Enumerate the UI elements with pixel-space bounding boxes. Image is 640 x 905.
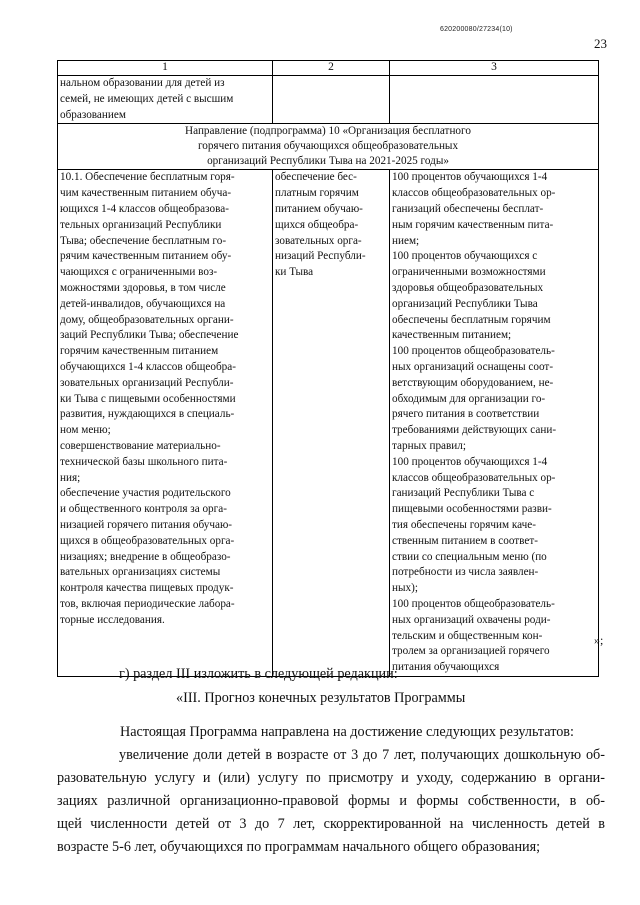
cell-line: можностями здоровья, в том числе <box>60 281 226 294</box>
cell-line: обеспечены бесплатным горячим <box>392 313 551 326</box>
cell-line: потребности из числа заявлен- <box>392 566 539 579</box>
table-row <box>58 170 599 677</box>
column-header: 1 <box>58 61 273 76</box>
cell-line: классов общеобразовательных ор- <box>392 187 556 200</box>
column-header: 2 <box>273 61 390 76</box>
cell-line: нальном образовании для детей из <box>60 77 225 89</box>
cell-line: торные исследования. <box>60 613 165 626</box>
cell-line: организаций Республики Тыва <box>392 297 538 310</box>
paragraph-g: г) раздел III изложить в следующей редакции: <box>119 666 398 682</box>
cell-line: требованиями действующих сани- <box>392 424 557 437</box>
cell-line: Тыва; обеспечение бесплатным го- <box>60 234 227 247</box>
column-header: 3 <box>390 61 599 76</box>
empty-cell <box>273 76 390 124</box>
closing-quote-mark: »; <box>594 633 604 647</box>
cell-line: ния; <box>60 471 81 484</box>
cell-line: ных организаций оснащены соот- <box>392 360 554 373</box>
section-title <box>58 124 599 170</box>
document-code: 620200080/27234(10) <box>440 26 513 33</box>
cell-line: заций Республики Тыва; обеспечение <box>60 329 239 342</box>
cell-line: качественным питанием; <box>392 329 512 342</box>
cell-line: рячим качественным питанием обу- <box>60 250 232 263</box>
cell-line: 100 процентов обучающихся 1-4 <box>392 171 548 184</box>
continuation-row <box>58 76 599 124</box>
cell-line: обеспечение участия родительского <box>60 487 231 500</box>
paragraph-line: зациях различной организационно-правовой формы и формы собственности, в об- <box>57 793 605 809</box>
cell-line: 100 процентов общеобразователь- <box>392 597 555 610</box>
cell-line: ющихся 1-4 классов общеобразова- <box>60 202 229 215</box>
cell-line: тельных организаций Республики <box>60 218 222 231</box>
paragraph-line: разовательную услугу и (или) услугу по присмотру и уходу, содержанию в органи- <box>57 770 605 786</box>
cell-line: тельским и общественным кон- <box>392 629 543 642</box>
goal-cell <box>273 170 390 677</box>
cell-line: детей-инвалидов, обучающихся на <box>60 297 226 310</box>
section-title-row <box>58 124 599 170</box>
intro-paragraph: Настоящая Программа направлена на достижение следующих результатов: <box>120 724 574 740</box>
results-cell <box>390 170 599 677</box>
cell-line: тов, включая периодические лабора- <box>60 597 235 610</box>
cell-line: ном меню; <box>60 424 111 437</box>
cell-line: 100 процентов общеобразователь- <box>392 345 555 358</box>
cell-line: развития, нуждающихся в специаль- <box>60 408 235 421</box>
page-number: 23 <box>594 36 607 51</box>
cell-line: пищевыми особенностями разви- <box>392 503 552 516</box>
cell-line: 100 процентов обучающихся 1-4 <box>392 455 548 468</box>
cell-line: тарных правил; <box>392 439 466 452</box>
measures-cell <box>58 170 273 677</box>
cell-line: ствии со специальным меню (по <box>392 550 547 563</box>
cell-line: 100 процентов обучающихся с <box>392 250 538 263</box>
cell-line: здоровья общеобразовательных <box>392 281 544 294</box>
cell-line: вательных организациях системы <box>60 566 221 579</box>
program-table <box>57 60 599 677</box>
cell-line: щихся в общеобразовательных орга- <box>60 534 235 547</box>
cell-line: ки Тыва с пищевыми особенностями <box>60 392 236 405</box>
section-heading: «III. Прогноз конечных результатов Программы <box>176 690 466 706</box>
cell-line: и общественного контроля за орга- <box>60 503 227 516</box>
cell-line: обучающихся 1-4 классов общеобра- <box>60 360 236 373</box>
cell-line: чим качественным питанием обуча- <box>60 187 232 200</box>
cell-line: зовательных организаций Республи- <box>60 376 234 389</box>
cell-line: ки Тыва <box>275 266 314 279</box>
cell-line: дому, общеобразовательных органи- <box>60 313 234 326</box>
cell-line: тролем за организацией горячего <box>392 645 550 658</box>
empty-cell <box>390 76 599 124</box>
cell-line: 10.1. Обеспечение бесплатным горя- <box>60 171 235 184</box>
cell-line: низациях; внедрение в общеобразо- <box>60 550 231 563</box>
cell-line: чающихся с ограниченными воз- <box>60 266 218 279</box>
cell-line: обходимым для организации го- <box>392 392 546 405</box>
results-paragraph <box>57 744 605 859</box>
cell-line: платным горячим <box>275 187 359 200</box>
cell-line: ганизаций Республики Тыва с <box>392 487 535 500</box>
cell-line: ных); <box>392 582 418 595</box>
table-header-row <box>58 61 599 76</box>
cell-line: щихся общеобра- <box>275 218 359 231</box>
cell-line: ветствующим оборудованием, не- <box>392 376 554 389</box>
paragraph-line: щей численности детей от 3 до 7 лет, скорректированной на численность детей в <box>57 816 605 832</box>
paragraph-line: увеличение доли детей в возрасте от 3 до 7 лет, получающих дошкольную об- <box>119 747 605 763</box>
continuation-cell <box>58 76 273 124</box>
cell-line: обеспечение бес- <box>275 171 357 184</box>
section-title-line: организаций Республики Тыва на 2021-2025 годы» <box>207 155 449 168</box>
cell-line: питанием обучаю- <box>275 202 363 215</box>
cell-line: низацией горячего питания обучаю- <box>60 518 233 531</box>
cell-line: ственным питанием в соответ- <box>392 534 538 547</box>
paragraph-line: возрасте 5-6 лет, обучающихся по программам начального общего образования; <box>57 839 541 855</box>
cell-line: образованием <box>60 108 126 121</box>
cell-line: рячего питания в соответствии <box>392 408 540 421</box>
cell-line: тия обеспечены горячим каче- <box>392 518 536 531</box>
cell-line: ных организаций охвачены роди- <box>392 613 551 626</box>
cell-line: технической базы школьного пита- <box>60 455 228 468</box>
cell-line: горячим качественным питанием <box>60 345 219 358</box>
cell-line: нием; <box>392 234 420 247</box>
cell-line: зовательных орга- <box>275 234 362 247</box>
cell-line: низаций Республи- <box>275 250 366 263</box>
cell-line: совершенствование материально- <box>60 439 221 452</box>
cell-line: ным горячим качественным пита- <box>392 218 554 231</box>
section-title-line: горячего питания обучающихся общеобразовательных <box>197 140 459 153</box>
cell-line: семей, не имеющих детей с высшим <box>60 92 234 105</box>
cell-line: классов общеобразовательных ор- <box>392 471 556 484</box>
cell-line: контроля качества пищевых продук- <box>60 582 234 595</box>
cell-line: питания обучающихся <box>392 661 500 674</box>
cell-line: ганизаций обеспечены бесплат- <box>392 202 544 215</box>
section-title-line: Направление (подпрограмма) 10 «Организация бесплатного <box>185 125 471 138</box>
cell-line: ограниченными возможностями <box>392 266 546 279</box>
